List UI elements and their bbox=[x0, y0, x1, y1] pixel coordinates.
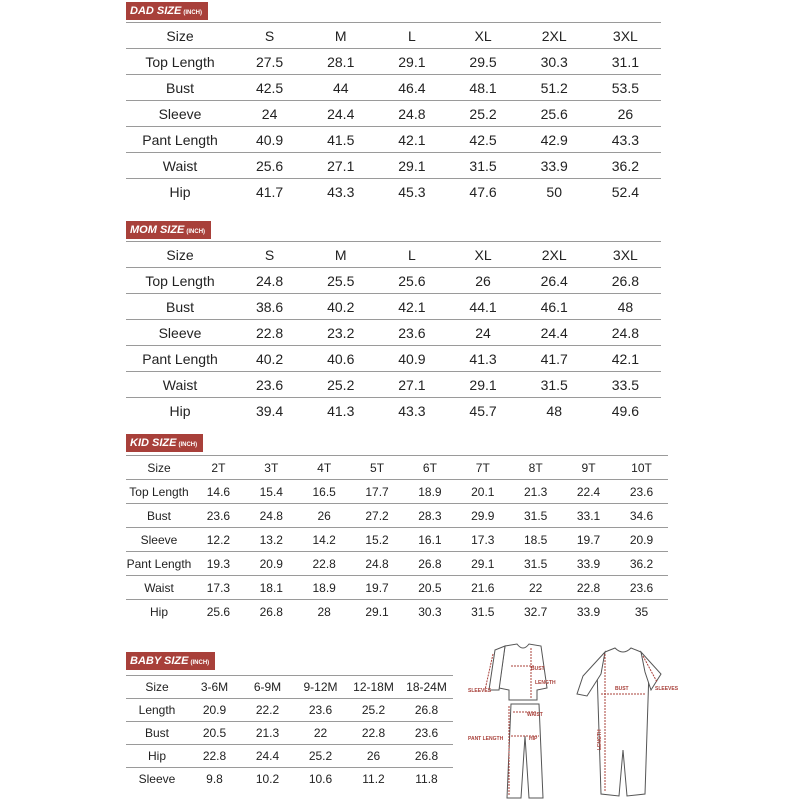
dad-size-title: DAD SIZE bbox=[130, 5, 182, 17]
table-row bbox=[126, 101, 661, 127]
measurement-value: 22.8 bbox=[202, 749, 227, 763]
measurement-value: 50 bbox=[546, 183, 562, 200]
measurement-label: Sleeve bbox=[158, 324, 202, 341]
size-header-cell: M bbox=[334, 27, 347, 44]
measurement-value: 20.9 bbox=[259, 556, 283, 571]
measurement-value: 25.2 bbox=[361, 703, 386, 717]
measurement-value: 33.1 bbox=[576, 508, 601, 523]
measurement-label: Sleeve bbox=[138, 772, 176, 786]
measurement-value: 31.5 bbox=[469, 157, 497, 174]
mom-header-row bbox=[126, 242, 661, 268]
size-header-cell: 2XL bbox=[541, 27, 567, 44]
measurement-value: 29.1 bbox=[398, 157, 426, 174]
kid-size-title: KID SIZE bbox=[130, 437, 177, 449]
measurement-value: 18.5 bbox=[524, 532, 548, 547]
measurement-value: 23.6 bbox=[629, 580, 654, 595]
measurement-value: 40.6 bbox=[327, 350, 355, 367]
table-row bbox=[126, 768, 453, 791]
measurement-value: 18.9 bbox=[312, 580, 336, 595]
mom-size-badge bbox=[126, 221, 211, 239]
measurement-label: Sleeve bbox=[140, 532, 178, 547]
measurement-value: 36.2 bbox=[629, 556, 654, 571]
measurement-value: 22.2 bbox=[255, 703, 280, 717]
measurement-value: 23.6 bbox=[206, 508, 231, 523]
measurement-value: 23.6 bbox=[629, 484, 654, 499]
measurement-value: 25.6 bbox=[255, 157, 284, 174]
measurement-value: 17.7 bbox=[365, 484, 389, 499]
kid-size-unit: (INCH) bbox=[178, 442, 198, 448]
measurement-value: 45.3 bbox=[398, 183, 426, 200]
measurement-value: 28.1 bbox=[327, 53, 355, 70]
measurement-value: 18.9 bbox=[418, 484, 442, 499]
measurement-value: 41.7 bbox=[255, 183, 284, 200]
measurement-value: 12.2 bbox=[206, 532, 231, 547]
measurement-value: 23.6 bbox=[308, 703, 333, 717]
baby-size-title: BABY SIZE bbox=[130, 655, 189, 667]
measurement-value: 26 bbox=[617, 105, 634, 122]
dad-header-row bbox=[126, 23, 661, 49]
measurement-value: 29.5 bbox=[469, 53, 497, 70]
measurement-value: 33.9 bbox=[540, 157, 568, 174]
table-row bbox=[126, 372, 661, 398]
measurement-value: 25.6 bbox=[540, 105, 568, 122]
measurement-value: 26.8 bbox=[418, 556, 442, 571]
size-header-cell: L bbox=[407, 246, 416, 263]
size-header-label: Size bbox=[147, 460, 171, 475]
measurement-value: 15.4 bbox=[259, 484, 283, 499]
measurement-value: 33.9 bbox=[576, 556, 601, 571]
measurement-value: 10.2 bbox=[255, 772, 280, 786]
diagram-label-pant-length: PANT LENGTH bbox=[468, 736, 504, 742]
measurement-value: 43.3 bbox=[611, 131, 640, 148]
size-header-cell: 6T bbox=[422, 460, 437, 475]
table-row bbox=[126, 480, 668, 504]
measurement-value: 40.9 bbox=[398, 350, 426, 367]
measurement-value: 43.3 bbox=[398, 402, 426, 419]
measurement-label: Bust bbox=[144, 726, 169, 740]
measurement-value: 25.6 bbox=[398, 272, 426, 289]
measurement-value: 23.6 bbox=[255, 376, 284, 393]
table-row bbox=[126, 528, 668, 552]
size-header-label: Size bbox=[166, 27, 194, 44]
diagram-label-length: LENGTH bbox=[535, 680, 556, 686]
measurement-value: 29.1 bbox=[365, 604, 389, 619]
measurement-value: 48.1 bbox=[469, 79, 497, 96]
measurement-value: 42.5 bbox=[469, 131, 497, 148]
table-row bbox=[126, 699, 453, 722]
measurement-value: 42.1 bbox=[398, 131, 426, 148]
measurement-value: 22 bbox=[313, 726, 328, 740]
measurement-value: 21.6 bbox=[471, 580, 495, 595]
size-header-cell: 2T bbox=[211, 460, 226, 475]
measurement-value: 20.9 bbox=[202, 703, 227, 717]
measurement-value: 30.3 bbox=[540, 53, 568, 70]
measurement-value: 9.8 bbox=[206, 772, 223, 786]
table-row bbox=[126, 268, 661, 294]
size-header-cell: 9-12M bbox=[303, 680, 338, 694]
diagram-label-romper-bust: BUST bbox=[615, 686, 629, 692]
measurement-label: Pant Length bbox=[126, 556, 192, 571]
size-header-cell: 6-9M bbox=[253, 680, 282, 694]
measurement-value: 27.5 bbox=[255, 53, 284, 70]
measurement-value: 19.7 bbox=[576, 532, 601, 547]
measurement-value: 32.7 bbox=[524, 604, 548, 619]
measurement-value: 20.9 bbox=[629, 532, 654, 547]
measurement-value: 45.7 bbox=[469, 402, 497, 419]
size-header-cell: 3-6M bbox=[200, 680, 229, 694]
measurement-label: Top Length bbox=[145, 272, 215, 289]
measurement-value: 36.2 bbox=[611, 157, 640, 174]
size-header-cell: 3XL bbox=[612, 246, 638, 263]
measurement-value: 43.3 bbox=[327, 183, 355, 200]
measurement-value: 42.5 bbox=[255, 79, 284, 96]
table-row bbox=[126, 504, 668, 528]
measurement-value: 29.1 bbox=[471, 556, 495, 571]
measurement-value: 48 bbox=[617, 298, 634, 315]
measurement-value: 31.5 bbox=[540, 376, 568, 393]
measurement-value: 25.6 bbox=[206, 604, 231, 619]
measurement-value: 11.8 bbox=[415, 772, 438, 786]
measurement-value: 23.6 bbox=[414, 726, 439, 740]
measurement-value: 24.8 bbox=[365, 556, 389, 571]
measurement-value: 26 bbox=[317, 508, 331, 523]
measurement-value: 47.6 bbox=[469, 183, 497, 200]
measurement-value: 24.4 bbox=[255, 749, 280, 763]
measurement-value: 33.9 bbox=[576, 604, 601, 619]
diagram-label-bust: BUST bbox=[531, 666, 545, 672]
size-header-cell: 9T bbox=[581, 460, 596, 475]
measurement-value: 34.6 bbox=[629, 508, 654, 523]
measurement-value: 25.2 bbox=[469, 105, 497, 122]
measurement-value: 29.1 bbox=[398, 53, 426, 70]
size-header-cell: 3T bbox=[264, 460, 279, 475]
table-row bbox=[126, 346, 661, 372]
measurement-value: 31.5 bbox=[471, 604, 495, 619]
table-row bbox=[126, 745, 453, 768]
measurement-value: 29.1 bbox=[469, 376, 497, 393]
table-row bbox=[126, 127, 661, 153]
diagram-label-sleeves: SLEEVES bbox=[468, 688, 492, 694]
measurement-value: 39.4 bbox=[255, 402, 284, 419]
table-row bbox=[126, 552, 668, 576]
measurement-value: 24.8 bbox=[255, 272, 284, 289]
table-row bbox=[126, 576, 668, 600]
measurement-value: 42.9 bbox=[540, 131, 568, 148]
size-header-cell: XL bbox=[474, 246, 492, 263]
measurement-value: 25.2 bbox=[308, 749, 333, 763]
measurement-label: Hip bbox=[147, 749, 166, 763]
measurement-value: 42.1 bbox=[611, 350, 640, 367]
size-header-cell: L bbox=[407, 27, 416, 44]
measurement-value: 13.2 bbox=[259, 532, 283, 547]
kid-header-row bbox=[126, 456, 668, 480]
measurement-value: 28 bbox=[317, 604, 331, 619]
measurement-label: Top Length bbox=[129, 484, 189, 499]
baby-size-badge bbox=[126, 652, 215, 670]
measurement-value: 20.5 bbox=[418, 580, 442, 595]
measurement-value: 19.7 bbox=[365, 580, 389, 595]
size-header-cell: 2XL bbox=[541, 246, 567, 263]
measurement-value: 14.2 bbox=[312, 532, 336, 547]
measurement-label: Pant Length bbox=[142, 350, 218, 367]
baby-size-table bbox=[126, 675, 453, 790]
measurement-value: 40.2 bbox=[255, 350, 284, 367]
measurement-value: 26.8 bbox=[414, 703, 439, 717]
measurement-label: Bust bbox=[146, 508, 171, 523]
measurement-value: 44.1 bbox=[469, 298, 497, 315]
kid-size-badge bbox=[126, 434, 203, 452]
size-header-cell: 18-24M bbox=[406, 680, 447, 694]
mom-size-table bbox=[126, 241, 661, 423]
measurement-value: 24.8 bbox=[259, 508, 283, 523]
measurement-value: 22.8 bbox=[312, 556, 336, 571]
measurement-label: Bust bbox=[165, 79, 194, 96]
measurement-label: Top Length bbox=[145, 53, 215, 70]
measurement-value: 41.7 bbox=[540, 350, 568, 367]
measurement-value: 26.8 bbox=[414, 749, 439, 763]
measurement-label: Length bbox=[138, 703, 176, 717]
measurement-value: 44 bbox=[332, 79, 349, 96]
table-row bbox=[126, 179, 661, 205]
measurement-value: 31.5 bbox=[524, 556, 548, 571]
size-header-cell: 5T bbox=[370, 460, 385, 475]
measurement-value: 30.3 bbox=[418, 604, 442, 619]
dad-size-unit: (INCH) bbox=[183, 10, 203, 16]
measurement-value: 41.5 bbox=[327, 131, 355, 148]
measurement-value: 40.9 bbox=[255, 131, 284, 148]
measurement-value: 27.1 bbox=[327, 157, 355, 174]
size-header-cell: S bbox=[264, 246, 275, 263]
measurement-value: 17.3 bbox=[206, 580, 231, 595]
measurement-value: 33.5 bbox=[611, 376, 640, 393]
measurement-value: 22.4 bbox=[576, 484, 601, 499]
measurement-value: 25.5 bbox=[327, 272, 355, 289]
baby-size-unit: (INCH) bbox=[190, 660, 210, 666]
measurement-value: 41.3 bbox=[327, 402, 355, 419]
measurement-value: 17.3 bbox=[471, 532, 495, 547]
measurement-value: 31.5 bbox=[524, 508, 548, 523]
measurement-label: Pant Length bbox=[142, 131, 218, 148]
measurement-value: 27.2 bbox=[365, 508, 389, 523]
measurement-label: Hip bbox=[169, 183, 191, 200]
diagram-label-waist: WAIST bbox=[527, 712, 543, 718]
mom-size-unit: (INCH) bbox=[186, 229, 206, 235]
baby-header-row bbox=[126, 676, 453, 699]
shirt-outline bbox=[499, 644, 547, 700]
measurement-value: 16.5 bbox=[312, 484, 336, 499]
measurement-value: 35 bbox=[634, 604, 649, 619]
measurement-value: 22.8 bbox=[255, 324, 284, 341]
table-row bbox=[126, 75, 661, 101]
measurement-value: 22.8 bbox=[361, 726, 386, 740]
measurement-value: 46.1 bbox=[540, 298, 568, 315]
table-row bbox=[126, 294, 661, 320]
dad-size-table bbox=[126, 22, 661, 204]
measurement-value: 21.3 bbox=[255, 726, 280, 740]
measurement-value: 20.5 bbox=[202, 726, 227, 740]
size-header-cell: 10T bbox=[631, 460, 652, 475]
pants-outline bbox=[507, 704, 543, 798]
measurement-value: 18.1 bbox=[259, 580, 283, 595]
measurement-value: 26 bbox=[475, 272, 491, 289]
size-header-cell: S bbox=[264, 27, 275, 44]
measurement-value: 23.2 bbox=[327, 324, 355, 341]
measurement-value: 52.4 bbox=[611, 183, 640, 200]
size-header-label: Size bbox=[145, 680, 169, 694]
measurement-label: Waist bbox=[144, 580, 174, 595]
measurement-value: 24.8 bbox=[398, 105, 426, 122]
measurement-value: 42.1 bbox=[398, 298, 426, 315]
mom-size-title: MOM SIZE bbox=[130, 224, 185, 236]
measurement-diagram bbox=[465, 640, 690, 800]
size-header-cell: 12-18M bbox=[353, 680, 394, 694]
measurement-value: 22 bbox=[529, 580, 543, 595]
size-header-cell: 8T bbox=[528, 460, 543, 475]
measurement-value: 38.6 bbox=[255, 298, 284, 315]
measurement-value: 29.9 bbox=[471, 508, 495, 523]
measurement-label: Hip bbox=[149, 604, 168, 619]
diagram-label-romper-length: LENGTH bbox=[597, 729, 603, 750]
size-header-cell: 3XL bbox=[612, 27, 638, 44]
diagram-label-romper-sleeves: SLEEVES bbox=[655, 686, 679, 692]
measurement-value: 26.4 bbox=[540, 272, 568, 289]
measurement-value: 27.1 bbox=[398, 376, 426, 393]
measurement-value: 21.3 bbox=[524, 484, 548, 499]
measurement-value: 20.1 bbox=[471, 484, 495, 499]
measurement-value: 24.4 bbox=[327, 105, 355, 122]
measurement-value: 11.2 bbox=[362, 772, 385, 786]
dad-size-badge bbox=[126, 2, 208, 20]
measurement-label: Sleeve bbox=[158, 105, 202, 122]
measurement-value: 53.5 bbox=[611, 79, 640, 96]
table-row bbox=[126, 600, 668, 624]
measurement-value: 24 bbox=[261, 105, 278, 122]
measurement-label: Waist bbox=[162, 157, 198, 174]
measurement-value: 31.1 bbox=[611, 53, 640, 70]
table-row bbox=[126, 722, 453, 745]
measurement-value: 48 bbox=[546, 402, 562, 419]
measurement-value: 14.6 bbox=[206, 484, 231, 499]
measurement-value: 10.6 bbox=[308, 772, 333, 786]
diagram-label-hip: HIP bbox=[529, 736, 538, 742]
measurement-value: 24.4 bbox=[540, 324, 568, 341]
measurement-value: 15.2 bbox=[365, 532, 389, 547]
size-header-cell: XL bbox=[474, 27, 492, 44]
measurement-value: 22.8 bbox=[576, 580, 601, 595]
measurement-label: Hip bbox=[169, 402, 191, 419]
measurement-value: 16.1 bbox=[418, 532, 442, 547]
measurement-value: 25.2 bbox=[327, 376, 355, 393]
table-row bbox=[126, 320, 661, 346]
measurement-value: 51.2 bbox=[540, 79, 568, 96]
measurement-label: Bust bbox=[165, 298, 194, 315]
size-header-label: Size bbox=[166, 246, 194, 263]
table-row bbox=[126, 153, 661, 179]
measurement-value: 28.3 bbox=[418, 508, 442, 523]
table-row bbox=[126, 398, 661, 424]
table-row bbox=[126, 49, 661, 75]
size-header-cell: 7T bbox=[475, 460, 490, 475]
measurement-value: 46.4 bbox=[398, 79, 426, 96]
size-header-cell: 4T bbox=[317, 460, 332, 475]
measurement-value: 26.8 bbox=[611, 272, 640, 289]
measurement-value: 49.6 bbox=[611, 402, 640, 419]
measurement-value: 19.3 bbox=[206, 556, 231, 571]
kid-size-table bbox=[126, 455, 668, 623]
measurement-value: 41.3 bbox=[469, 350, 497, 367]
measurement-value: 26.8 bbox=[259, 604, 283, 619]
measurement-value: 24.8 bbox=[611, 324, 640, 341]
measurement-value: 24 bbox=[475, 324, 491, 341]
size-header-cell: M bbox=[334, 246, 347, 263]
measurement-value: 40.2 bbox=[327, 298, 355, 315]
measurement-label: Waist bbox=[162, 376, 198, 393]
measurement-value: 23.6 bbox=[398, 324, 426, 341]
measurement-value: 26 bbox=[366, 749, 381, 763]
